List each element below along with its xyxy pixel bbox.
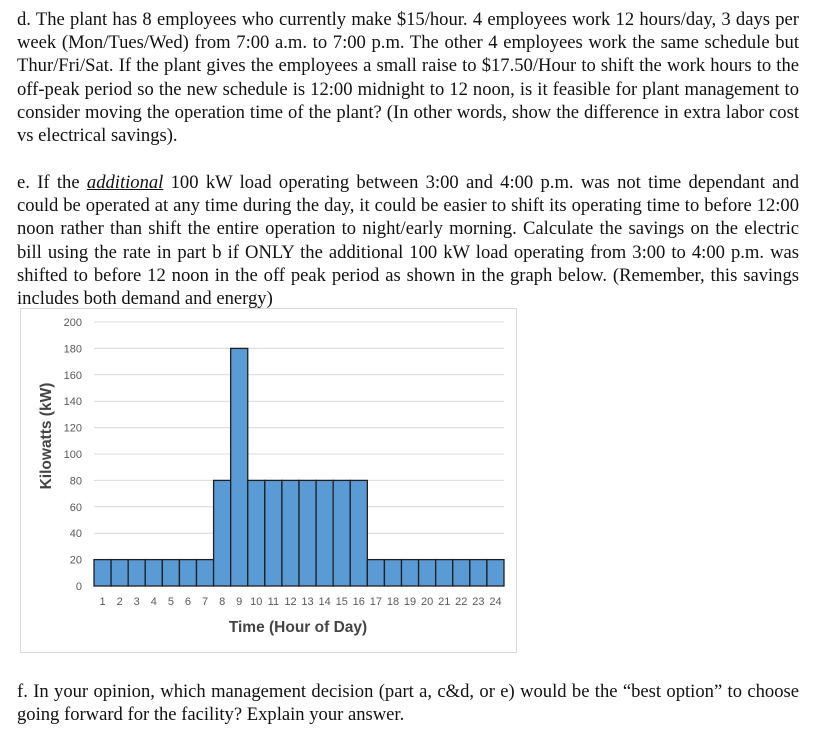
bar-hour-14 (316, 480, 333, 586)
part-e-prefix: e. If the (17, 172, 87, 193)
x-tick-label: 21 (438, 596, 451, 608)
bar-hour-13 (299, 480, 316, 586)
x-tick-label: 4 (150, 596, 157, 608)
y-tick-label: 20 (69, 554, 82, 567)
y-tick-label: 200 (63, 317, 82, 329)
x-tick-label: 24 (489, 596, 502, 608)
y-tick-label: 40 (69, 528, 82, 541)
y-tick-label: 0 (75, 581, 82, 593)
x-tick-label: 14 (318, 596, 331, 608)
y-tick-label: 60 (69, 501, 82, 514)
bar-hour-4 (145, 560, 162, 586)
part-e-emphasis: additional (86, 172, 164, 193)
part-d-paragraph: d. The plant has 8 employees who currently make $15/hour. 4 employees work 12 hours/day, 3 days per week (Mon/Tues/Wed) from 7:00 a.m. to 7:00 p.m. The other 4 employees work the same schedule but Thur/Fri/Sat. If the plant gives the employees a small raise to $17.50/Hour to shift the work hours to the off-peak period so the new schedule is 12:00 midnight to 12 noon, is it feasible for plant management to consider moving the operation time of the plant? (In other words, show the difference in extra labor cost vs electrical savings). (17, 9, 799, 147)
bar-hour-23 (470, 560, 487, 586)
y-axis-title: Kilowatts (kW) (38, 382, 55, 490)
bar-hour-1 (94, 560, 111, 586)
y-tick-label: 80 (69, 475, 82, 488)
x-tick-label: 2 (116, 596, 123, 608)
bar-hour-8 (214, 480, 231, 586)
x-tick-label: 15 (335, 596, 348, 608)
x-tick-label: 1 (99, 596, 106, 608)
bar-hour-20 (419, 560, 436, 586)
x-tick-label: 3 (133, 596, 140, 608)
bar-hour-17 (367, 560, 384, 586)
x-axis-title: Time (Hour of Day) (228, 619, 368, 636)
bar-hour-19 (402, 560, 419, 586)
x-tick-label: 7 (201, 596, 209, 608)
y-tick-labels (64, 317, 82, 593)
x-tick-labels (99, 596, 501, 608)
y-tick-label: 180 (63, 343, 82, 356)
bar-hour-18 (384, 560, 401, 586)
bar-hour-10 (248, 480, 265, 586)
bar-hour-6 (179, 560, 196, 586)
x-tick-label: 8 (219, 596, 226, 608)
part-f-paragraph: f. In your opinion, which management decision (part a, c&d, or e) would be the “best option” to choose going forward for the facility? Explain your answer. (17, 681, 799, 726)
x-tick-label: 5 (167, 596, 174, 608)
x-tick-label: 16 (352, 596, 365, 608)
x-tick-label: 12 (284, 596, 297, 608)
bar-hour-15 (333, 480, 350, 586)
y-tick-label: 160 (63, 369, 82, 382)
bars (94, 348, 504, 586)
x-tick-label: 11 (267, 596, 280, 608)
part-e-paragraph (17, 171, 799, 310)
bar-hour-16 (350, 480, 367, 586)
x-tick-label: 10 (250, 596, 263, 608)
x-tick-label: 19 (403, 596, 417, 608)
x-tick-label: 9 (236, 596, 243, 608)
part-e-suffix: 100 kW load operating between 3:00 and 4:00 p.m. was not time dependant and could be operated at any time during the day, it could be easier to shift its operating time to before 12:00 noon rather than shift the entire operation to night/early morning. Calculate the savings on the electric bill using the rate in part b if ONLY the additional 100 kW load operating from 3:00 to 4:00 p.m. was shifted to before 12 noon in the off peak period as shown in the graph below. (Remember, this savings includes both demand and energy) (17, 172, 800, 310)
bar-hour-2 (111, 560, 128, 586)
x-tick-label: 20 (421, 596, 434, 608)
bar-hour-3 (128, 560, 145, 586)
x-tick-label: 18 (386, 596, 400, 608)
x-tick-label: 22 (455, 596, 468, 608)
x-tick-label: 6 (184, 596, 192, 608)
bar-hour-21 (436, 560, 453, 586)
x-tick-label: 23 (472, 596, 485, 608)
y-tick-label: 120 (63, 422, 82, 435)
x-tick-label: 13 (301, 596, 314, 608)
bar-hour-7 (197, 560, 214, 586)
y-tick-label: 140 (63, 396, 82, 409)
bar-hour-22 (453, 560, 470, 586)
bar-hour-11 (265, 480, 282, 586)
bar-hour-9 (231, 348, 248, 586)
y-tick-label: 100 (63, 449, 82, 461)
load-profile-chart (20, 308, 517, 653)
bar-hour-5 (162, 560, 179, 586)
bar-hour-24 (487, 560, 504, 586)
x-tick-label: 17 (369, 596, 382, 608)
bar-hour-12 (282, 480, 299, 586)
